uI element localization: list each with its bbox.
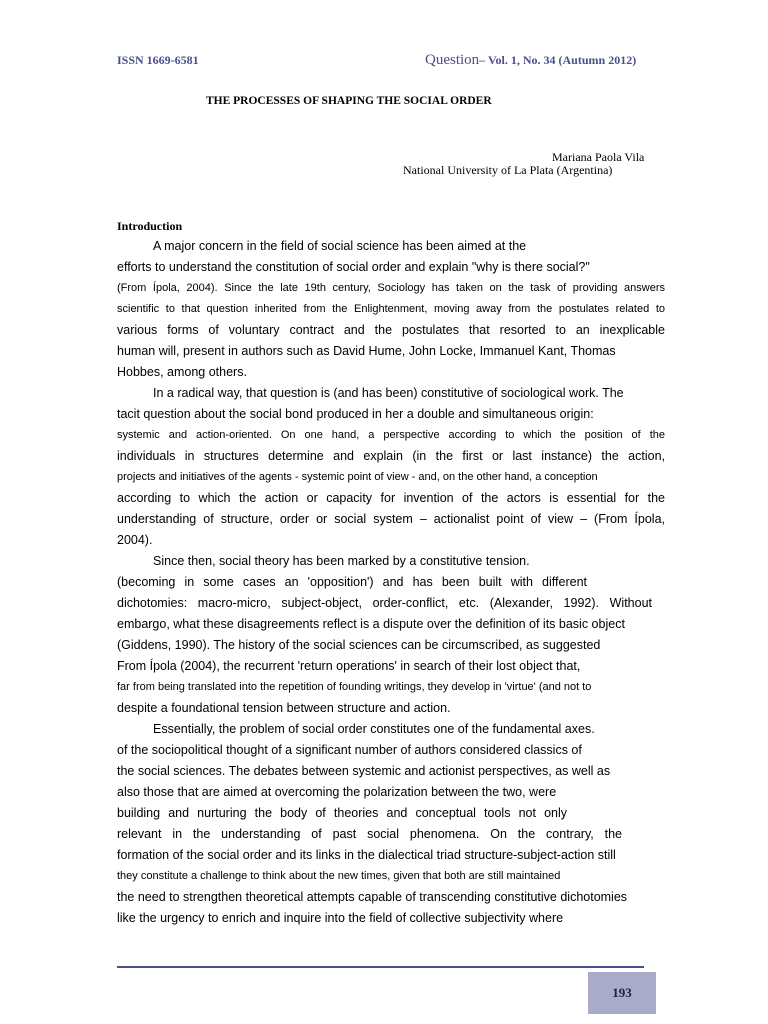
- body-line: the social sciences. The debates between systemic and actionist perspectives, as well as: [117, 764, 611, 778]
- body-line: In a radical way, that question is (and has been) constitutive of sociological work. The: [153, 386, 624, 400]
- body-line: From Ípola (2004), the recurrent 'return operations' in search of their lost object that,: [117, 659, 581, 673]
- body-line: (Giddens, 1990). The history of the social sciences can be circumscribed, as suggested: [117, 638, 601, 652]
- journal-volume: – Vol. 1, No. 34 (Autumn 2012): [479, 53, 637, 67]
- body-line: efforts to understand the constitution of social order and explain "why is there social?": [117, 260, 590, 274]
- body-line: understanding of structure, order or social system – actionalist point of view – (From Ípola,: [117, 512, 665, 526]
- body-line: individuals in structures determine and explain (in the first or last instance) the action,: [117, 449, 665, 463]
- body-line: human will, present in authors such as David Hume, John Locke, Immanuel Kant, Thomas: [117, 344, 616, 358]
- body-line: also those that are aimed at overcoming the polarization between the two, were: [117, 785, 557, 799]
- body-line: dichotomies: macro-micro, subject-object, order-conflict, etc. (Alexander, 1992). Without: [117, 596, 652, 610]
- author-name: Mariana Paola Vila: [552, 150, 645, 164]
- body-line: scientific to that question inherited from the Enlightenment, moving away from the postulates related to: [117, 303, 665, 315]
- body-line: systemic and action-oriented. On one hand, a perspective according to which the position of the: [117, 429, 665, 441]
- body-line: relevant in the understanding of past social phenomena. On the contrary, the: [117, 827, 622, 841]
- article-title: THE PROCESSES OF SHAPING THE SOCIAL ORDER: [206, 95, 492, 107]
- body-line: of the sociopolitical thought of a significant number of authors considered classics of: [117, 743, 582, 757]
- journal-citation: [425, 51, 636, 69]
- body-line: despite a foundational tension between structure and action.: [117, 701, 451, 715]
- body-line: far from being translated into the repetition of founding writings, they develop in 'virtue' (and not to: [117, 681, 592, 693]
- body-line: tacit question about the social bond produced in her a double and simultaneous origin:: [117, 407, 594, 421]
- body-line: A major concern in the field of social science has been aimed at the: [153, 239, 527, 253]
- body-line: (From Ípola, 2004). Since the late 19th century, Sociology has taken on the task of providing answers: [117, 282, 665, 294]
- footer-divider: [117, 966, 644, 968]
- body-line: they constitute a challenge to think about the new times, given that both are still maintained: [117, 870, 561, 882]
- body-line: according to which the action or capacity for invention of the actors is essential for the: [117, 491, 665, 505]
- body-line: the need to strengthen theoretical attempts capable of transcending constitutive dichotomies: [117, 890, 628, 904]
- body-line: (becoming in some cases an 'opposition') and has been built with different: [117, 575, 587, 589]
- journal-name: Question: [425, 52, 480, 68]
- body-line: formation of the social order and its links in the dialectical triad structure-subject-action still: [117, 848, 616, 862]
- page-number-box: [588, 972, 656, 1014]
- body-line: various forms of voluntary contract and the postulates that resorted to an inexplicable: [117, 323, 665, 337]
- body-line: projects and initiatives of the agents - systemic point of view - and, on the other hand, a conception: [117, 471, 598, 483]
- author-affiliation: National University of La Plata (Argentina): [403, 163, 613, 177]
- page-number: 193: [612, 985, 632, 1000]
- section-heading: Introduction: [117, 219, 183, 233]
- body-line: building and nurturing the body of theories and conceptual tools not only: [117, 806, 567, 820]
- issn-label: ISSN 1669-6581: [117, 53, 199, 67]
- body-line: like the urgency to enrich and inquire into the field of collective subjectivity where: [117, 911, 564, 925]
- body-line: Hobbes, among others.: [117, 365, 247, 379]
- body-line: Since then, social theory has been marked by a constitutive tension.: [153, 554, 530, 568]
- body-line: embargo, what these disagreements reflect is a dispute over the definition of its basic object: [117, 617, 625, 631]
- body-line: Essentially, the problem of social order constitutes one of the fundamental axes.: [153, 722, 595, 736]
- body-line: 2004).: [117, 533, 153, 547]
